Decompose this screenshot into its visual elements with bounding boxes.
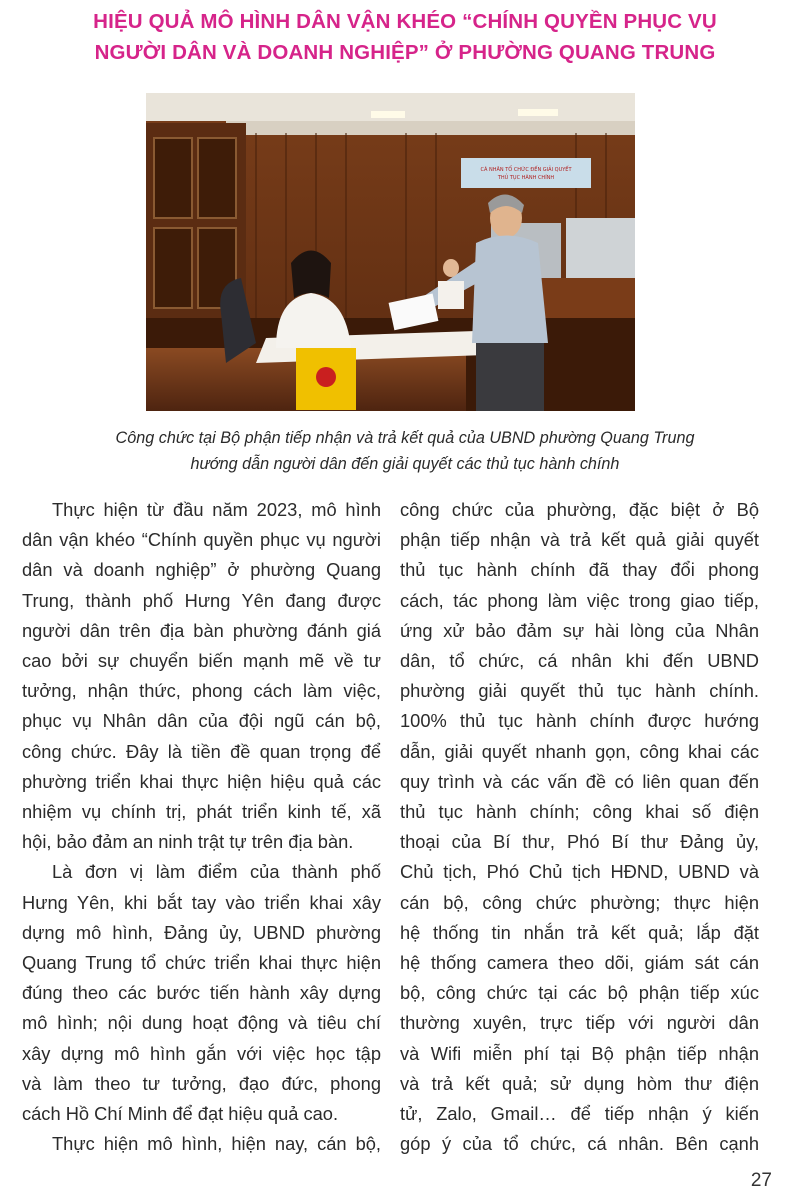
article-title [20, 6, 790, 68]
wall-sign-text: CÁ NHÂN TỔ CHỨC ĐẾN GIẢI QUYẾT [480, 167, 572, 173]
text-line: Thực hiện mô hình, hiện nay, cán bộ, [52, 1133, 381, 1155]
text-line: Là đơn vị làm điểm của thành phố [52, 861, 381, 883]
text-line: tử, Zalo, Gmail… để tiếp nhận ý kiến [400, 1103, 759, 1125]
text-line: dân và doanh nghiệp” ở phường Quang [22, 559, 381, 581]
article-photo [146, 93, 635, 411]
text-line: hội, bảo đảm an ninh trật tự trên địa bàn. [22, 831, 354, 853]
text-line: và làm theo tư tưởng, đạo đức, phong [22, 1072, 381, 1094]
text-line: bộ, công chức tại các bộ phận tiếp xúc [400, 982, 759, 1004]
text-line: cách Hồ Chí Minh để đạt hiệu quả cao. [22, 1103, 339, 1125]
text-line: cao bởi sự chuyển biến mạnh mẽ về tư [22, 650, 381, 672]
text-line: dựng mô hình, Đảng ủy, UBND phường [22, 921, 381, 943]
text-line: dân, tổ chức, cá nhân khi đến UBND [400, 650, 759, 672]
text-line: phục vụ Nhân dân của đội ngũ cán bộ, [22, 710, 381, 732]
text-line: phường giải quyết thủ tục hành chính. [400, 680, 759, 702]
text-line: đúng theo các bước tiến hành xây dựng [22, 982, 381, 1004]
text-line: công chức. Đây là tiền đề quan trọng để [22, 740, 381, 762]
text-line: quy trình và các vấn đề có liên quan đến [400, 770, 759, 792]
caption-line-2: hướng dẫn người dân đến giải quyết các thủ tục hành chính [190, 455, 620, 473]
text-line: xây dựng mô hình gắn với việc học tập [22, 1042, 381, 1064]
text-line: thủ tục hành chính; công khai số điện [400, 801, 759, 823]
text-line: Thực hiện từ đầu năm 2023, mô hình [52, 499, 381, 520]
text-line: tưởng, nhận thức, phong cách làm việc, [22, 680, 381, 702]
text-line: Trung, thành phố Hưng Yên đang được [22, 589, 381, 611]
text-line: và Wifi miễn phí tại Bộ phận tiếp nhận [400, 1042, 759, 1064]
office-scene-illustration [146, 93, 635, 411]
text-line: Quang Trung tổ chức triển khai thực hiện [22, 952, 381, 974]
text-line: cán bộ, công chức phường; thực hiện [400, 891, 759, 913]
text-line: phường triển khai thực hiện hiệu quả các [22, 770, 381, 792]
left-text-column [22, 495, 381, 1159]
text-line: dân vận khéo “Chính quyền phục vụ người [22, 529, 381, 551]
text-line: cách, tác phong làm việc trong giao tiếp, [400, 589, 759, 611]
text-line: góp ý của tổ chức, cá nhân. Bên cạnh [400, 1133, 759, 1155]
text-line: công chức của phường, đặc biệt ở Bộ [400, 499, 759, 520]
title-line-1: HIỆU QUẢ MÔ HÌNH DÂN VẬN KHÉO “CHÍNH QUYỀN PHỤC VỤ [93, 10, 717, 33]
text-line: người dân trên địa bàn phường đánh giá [22, 619, 381, 641]
svg-text:THỦ TỤC HÀNH CHÍNH: THỦ TỤC HÀNH CHÍNH [497, 175, 555, 181]
caption-line-1: Công chức tại Bộ phận tiếp nhận và trả kết quả của UBND phường Quang Trung [115, 429, 695, 447]
text-line: mô hình; nội dung hoạt động và tiêu chí [22, 1012, 381, 1034]
text-line: nhiệm vụ chính trị, phát triển kinh tế, xã [22, 801, 381, 823]
title-line-2: NGƯỜI DÂN VÀ DOANH NGHIỆP” Ở PHƯỜNG QUANG TRUNG [94, 41, 716, 64]
text-line: Hưng Yên, khi bắt tay vào triển khai xây [22, 891, 381, 913]
page-number: 27 [750, 1170, 772, 1191]
right-text-column [400, 495, 759, 1159]
text-line: hệ thống camera theo dõi, giám sát cán [400, 952, 759, 974]
text-line: và trả kết quả; sử dụng hòm thư điện [400, 1072, 759, 1094]
text-line: thường xuyên, trực tiếp với người dân [400, 1012, 759, 1034]
text-line: ứng xử bảo đảm sự hài lòng của Nhân [400, 619, 759, 641]
text-line: Chủ tịch, Phó Chủ tịch HĐND, UBND và [400, 861, 759, 883]
photo-caption [40, 425, 770, 477]
text-line: thủ tục hành chính đã thay đổi phong [400, 559, 759, 581]
text-line: 100% thủ tục hành chính được hướng [400, 710, 759, 732]
text-line: thoại của Bí thư, Phó Bí thư Đảng ủy, [400, 831, 759, 853]
text-line: hệ thống tin nhắn trả kết quả; lắp đặt [400, 921, 759, 943]
text-line: dẫn, giải quyết nhanh gọn, công khai các [400, 740, 759, 762]
text-line: phận tiếp nhận và trả kết quả giải quyết [400, 529, 759, 551]
